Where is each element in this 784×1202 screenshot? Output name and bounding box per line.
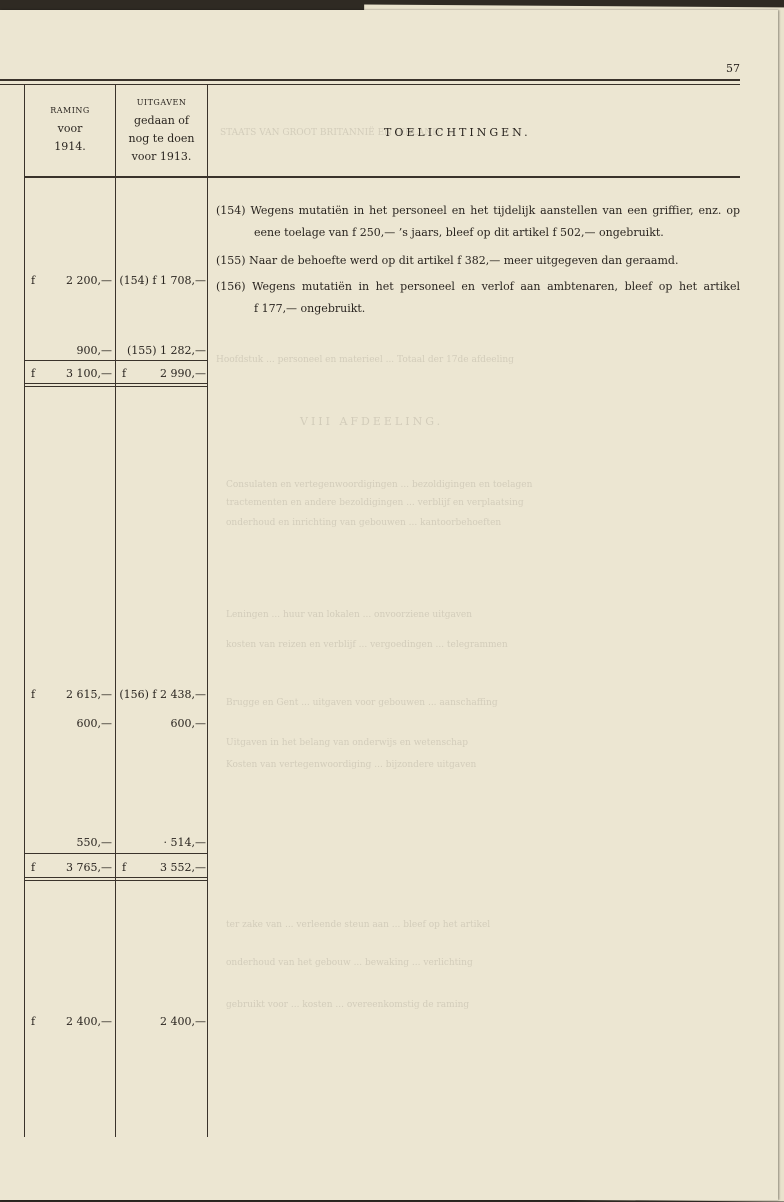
row6-uitgaven: 2 400,— (160, 1015, 206, 1028)
header-uitgaven-line4: voor 1913. (131, 150, 192, 163)
header-raming (25, 102, 115, 156)
header-raming-caps: RAMING (50, 106, 90, 115)
header-raming-line2: voor (57, 122, 83, 135)
row3-uitgaven: (156) f 2 438,— (119, 688, 206, 701)
row2-uitgaven: (155) 1 282,— (126, 344, 206, 357)
row4-uitgaven: 600,— (170, 717, 206, 730)
note-155: (155) Naar de behoefte werd op dit artikel f 382,— meer uitgegeven dan geraamd. (216, 254, 679, 267)
document-page: STAATS VAN GROOT BRITANNIË EN IERLAND Hoofdstuk ... personeel en materieel ... Totaal der 17de afdeeling VIII AFDEELING. Consulaten en vertegenwoordigingen ... bezoldigingen en toelagen tractementen en andere bezoldigingen ... verblijf en verplaatsing onderhoud en inrichting van gebouwen ... kantoorbehoeften Leningen ... huur van lokalen ... onvoorziene uitgaven kosten van reizen en verblijf ... vergoedingen ... telegrammen Brugge en Gent ... uitgaven voor gebouwen ... aanschaffing Uitgaven in het belang van onderwijs en wetenschap Kosten van vertegenwoordiging ... bijzondere uitgaven ter zake van ... verleende steun aan ... bleef op het artikel onderhoud van het gebouw ... bewaking ... verlichting gebruikt voor ... kosten ... overeenkomstig de raming 57 RAMING voor 1914. UITGAVEN gedaan of nog te doen voor 1913. TOELICHTINGEN. f 2 200,— (154) f 1 708,— 900,— (155) 1 282,— f 3 100,— f 2 990,— f 2 615,— (156) f 2 438,— 600,— 600,— 550,— · 514,— f 3 765,— f 3 552,— f 2 400,— 2 400,— (154) Wegens mutatiën in het personeel en het tijdelijk aanstellen van een griffier, enz. op eene toelage van f 250,— ’s jaars, bleef op dit artikel f 502,— ongebruikt. (155) Naar de behoefte werd op dit artikel f 382,— meer uitgegeven dan geraamd. (156) Wegens mutatiën in het personeel en verlof aan ambtenaren, bleef op het artikel f 177,— ongebruikt. (0, 10, 778, 1200)
column-line-mid (115, 85, 116, 1137)
total1-uitgaven: 2 990,— (160, 367, 206, 380)
total2-f: f (31, 861, 36, 874)
row1-raming: 2 200,— (66, 274, 112, 287)
row6-raming: 2 400,— (66, 1015, 112, 1028)
total-rule-1a (24, 383, 208, 384)
header-uitgaven-line3: nog te doen (128, 132, 195, 145)
total-rule-1b (24, 386, 208, 387)
total1-raming: 3 100,— (66, 367, 112, 380)
row5-raming: 550,— (76, 836, 112, 849)
subtotal-rule-1 (24, 360, 208, 361)
column-line-left (24, 85, 25, 1137)
note-154-line2: eene toelage van f 250,— ’s jaars, bleef op dit artikel f 502,— ongebruikt. (254, 226, 664, 239)
row3-raming: 2 615,— (66, 688, 112, 701)
row2-raming: 900,— (76, 344, 112, 357)
total2-raming: 3 765,— (66, 861, 112, 874)
row3-f: f (31, 688, 36, 701)
subtotal-rule-2 (24, 853, 208, 854)
total1-f: f (31, 367, 36, 380)
page-number: 57 (726, 62, 740, 75)
row4-raming: 600,— (76, 717, 112, 730)
note-154-line1: (154) Wegens mutatiën in het personeel en het tijdelijk aanstellen van een griffier, enz. op (216, 204, 740, 217)
column-line-right (207, 85, 208, 1137)
note-156-line2: f 177,— ongebruikt. (254, 302, 366, 315)
total2-f2: f (122, 861, 127, 874)
row1-uitgaven: (154) f 1 708,— (119, 274, 206, 287)
row6-f: f (31, 1015, 36, 1028)
header-uitgaven-line2: gedaan of (134, 114, 189, 127)
header-uitgaven-caps: UITGAVEN (136, 98, 187, 107)
note-156-line1: (156) Wegens mutatiën in het personeel en verlof aan ambtenaren, bleef op het artikel (216, 280, 740, 293)
top-rule (0, 79, 740, 81)
total2-uitgaven: 3 552,— (160, 861, 206, 874)
header-rule (24, 176, 740, 178)
total1-f2: f (122, 367, 127, 380)
header-toelichtingen: TOELICHTINGEN. (384, 126, 531, 139)
top-rule-thin (0, 84, 740, 85)
row5-uitgaven: · 514,— (163, 836, 206, 849)
row1-f: f (31, 274, 36, 287)
header-uitgaven (116, 94, 207, 166)
total-rule-2a (24, 877, 208, 878)
total-rule-2b (24, 880, 208, 881)
header-raming-line3: 1914. (54, 140, 86, 153)
